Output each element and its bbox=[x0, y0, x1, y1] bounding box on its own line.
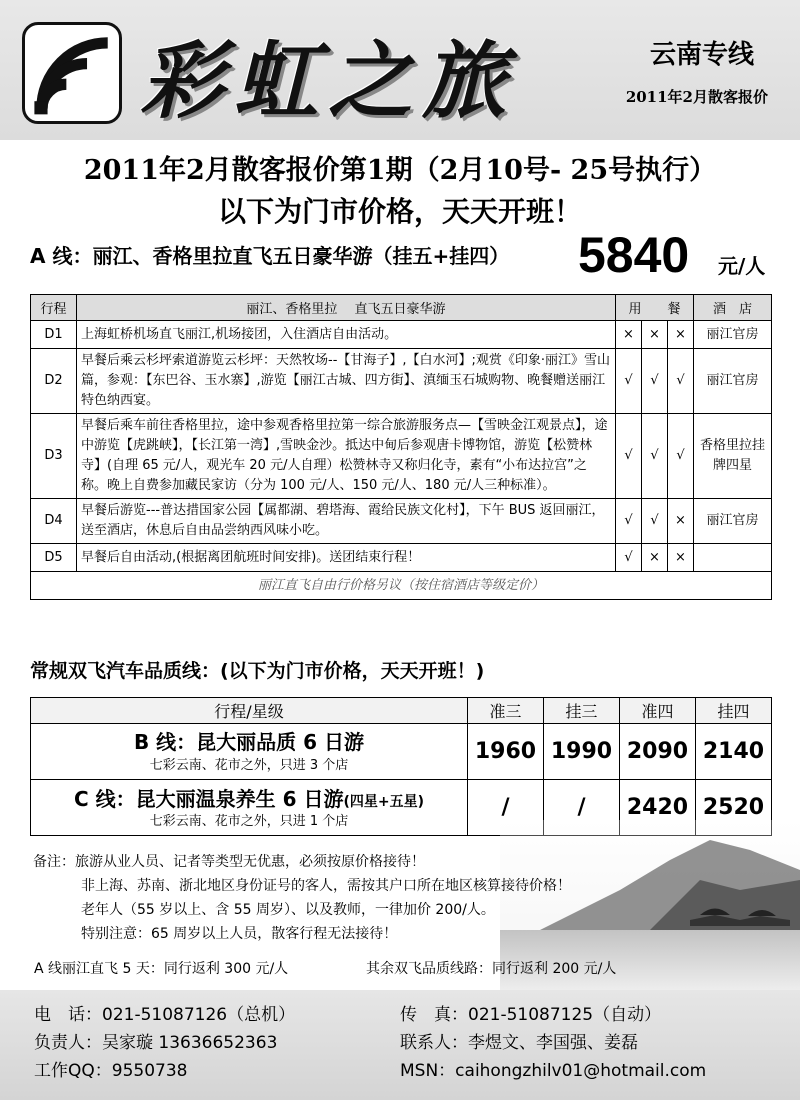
meal-cell: √ bbox=[616, 499, 642, 544]
table-row bbox=[31, 544, 772, 572]
notes-line1 bbox=[33, 850, 571, 874]
product-header-row bbox=[31, 698, 772, 724]
rainbow-logo-icon bbox=[22, 22, 122, 124]
headline-line2: 以下为门市价格，天天开班！ bbox=[217, 195, 582, 228]
desc-cell: 早餐后乘云杉坪索道游览云杉坪：天然牧场--【甘海子】,【白水河】;观赏《印象·丽江》雪山篇，参观：【东巴谷、玉水寨】,游览【丽江古城、四方街】、滇缅玉石城购物、晚餐赠送丽江特色纳西宴。 bbox=[77, 349, 616, 414]
meal-cell: √ bbox=[616, 544, 642, 572]
desc-cell: 上海虹桥机场直飞丽江,机场接团，入住酒店自由活动。 bbox=[77, 321, 616, 349]
product-name bbox=[31, 783, 467, 812]
price-cell: 1990 bbox=[544, 724, 620, 780]
price-cell: 2090 bbox=[620, 724, 696, 780]
col-std4: 准四 bbox=[620, 698, 696, 724]
table-row bbox=[31, 349, 772, 414]
meal-cell: × bbox=[668, 499, 694, 544]
table-row bbox=[31, 321, 772, 349]
brand-title: 彩虹之旅 bbox=[140, 31, 517, 130]
notes-text1: 旅游从业人员、记者等类型无优惠，必须按原价格接待！ bbox=[75, 854, 425, 870]
line-a-unit: 元/人 bbox=[718, 254, 766, 278]
meal-cell: × bbox=[668, 321, 694, 349]
price-cell: 1960 bbox=[468, 724, 544, 780]
price-cell: 2140 bbox=[696, 724, 772, 780]
meal-cell: √ bbox=[668, 349, 694, 414]
col-lic4: 挂四 bbox=[696, 698, 772, 724]
product-name-cell bbox=[31, 724, 468, 780]
meal-cell: × bbox=[616, 321, 642, 349]
product-name: B 线：昆大丽品质 6 日游 bbox=[133, 729, 365, 754]
contact-owner: 负责人：吴家璇 13636652363 bbox=[34, 1033, 278, 1053]
meal-cell: √ bbox=[616, 414, 642, 499]
desc-cell: 早餐后游览---普达措国家公园【属都湖、碧塔海、霞给民族文化村】，下午 BUS 返回丽江，送至酒店，休息后自由品尝纳西风味小吃。 bbox=[77, 499, 616, 544]
notes-line3: 老年人（55 岁以上、含 55 周岁）、以及教师，一律加价 200/人。 bbox=[81, 902, 495, 918]
product-name-extra: (四星+五星) bbox=[343, 794, 424, 810]
desc-cell: 早餐后自由活动,(根据离团航班时间安排)。送团结束行程！ bbox=[77, 544, 616, 572]
hotel-cell bbox=[694, 544, 772, 572]
hotel-cell: 香格里拉挂牌四星 bbox=[694, 414, 772, 499]
col-day: 行程 bbox=[31, 295, 77, 321]
section2-title: 常规双飞汽车品质线：(以下为门市价格，天天开班！) bbox=[30, 660, 485, 682]
meal-cell: × bbox=[642, 321, 668, 349]
day-cell: D5 bbox=[31, 544, 77, 572]
header-subtitle: 2011年2月散客报价 bbox=[625, 88, 768, 106]
col-meals: 用 餐 bbox=[616, 295, 694, 321]
line-a-title: A 线：丽江、香格里拉直飞五日豪华游（挂五+挂四） bbox=[30, 244, 510, 268]
meal-cell: × bbox=[668, 544, 694, 572]
meal-cell: √ bbox=[642, 414, 668, 499]
table-row bbox=[31, 414, 772, 499]
line-a-price: 5840 bbox=[578, 227, 690, 283]
rebate-a: A 线丽江直飞 5 天：同行返利 300 元/人 bbox=[34, 961, 289, 977]
product-name-cell bbox=[31, 780, 468, 836]
col-route: 行程/星级 bbox=[31, 698, 468, 724]
contact-qq: 工作QQ：9550738 bbox=[34, 1061, 188, 1081]
col-std3: 准三 bbox=[468, 698, 544, 724]
price-cell: / bbox=[468, 780, 544, 836]
rebate-other: 其余双飞品质线路：同行返利 200 元/人 bbox=[366, 961, 617, 977]
headline-line1: 2011年2月散客报价第1期（2月10号- 25号执行） bbox=[83, 155, 717, 186]
contact-footer bbox=[0, 990, 800, 1100]
product-name-text: C 线：昆大丽温泉养生 6 日游 bbox=[73, 787, 344, 811]
day-cell: D3 bbox=[31, 414, 77, 499]
notes-label: 备注： bbox=[33, 854, 75, 870]
meal-cell: × bbox=[642, 544, 668, 572]
itinerary-note-row bbox=[31, 572, 772, 600]
col-lic3: 挂三 bbox=[544, 698, 620, 724]
route-tag: 云南专线 bbox=[649, 40, 754, 70]
meal-cell: √ bbox=[616, 349, 642, 414]
day-cell: D2 bbox=[31, 349, 77, 414]
header bbox=[0, 0, 800, 140]
hotel-cell: 丽江官房 bbox=[694, 349, 772, 414]
desc-cell: 早餐后乘车前往香格里拉，途中参观香格里拉第一综合旅游服务点—【雪映金江观景点】，途中游览【虎跳峡】，【长江第一湾】,雪映金沙。抵达中甸后参观唐卡博物馆，游览【松赞林寺】(自理 65 元/人，观光车 20 元/人自理）松赞林寺又称归化寺，素有“小布达拉宫”之称。晚上自费参加藏民家访（分为 100 元/人、150 元/人、180 元/人三种标准）。 bbox=[77, 414, 616, 499]
meal-cell: √ bbox=[668, 414, 694, 499]
table-row bbox=[31, 499, 772, 544]
itinerary-header-row bbox=[31, 295, 772, 321]
hotel-cell: 丽江官房 bbox=[694, 321, 772, 349]
contact-tel: 电 话：021-51087126（总机） bbox=[34, 1005, 296, 1025]
product-table bbox=[30, 697, 772, 836]
notes-block bbox=[33, 850, 571, 946]
contact-people: 联系人：李煜文、李国强、姜磊 bbox=[400, 1033, 638, 1053]
price-cell: 2420 bbox=[620, 780, 696, 836]
meal-cell: √ bbox=[642, 349, 668, 414]
product-sub: 七彩云南、花市之外，只进 1 个店 bbox=[149, 814, 349, 829]
itinerary-table bbox=[30, 294, 772, 600]
day-cell: D4 bbox=[31, 499, 77, 544]
contact-fax: 传 真：021-51087125（自动） bbox=[400, 1005, 662, 1025]
col-desc: 丽江、香格里拉 直飞五日豪华游 bbox=[77, 295, 616, 321]
col-hotel: 酒 店 bbox=[694, 295, 772, 321]
contact-msn: MSN：caihongzhilv01@hotmail.com bbox=[400, 1061, 707, 1081]
day-cell: D1 bbox=[31, 321, 77, 349]
price-cell: 2520 bbox=[696, 780, 772, 836]
meal-cell: √ bbox=[642, 499, 668, 544]
notes-line4: 特别注意：65 周岁以上人员，散客行程无法接待！ bbox=[81, 926, 398, 942]
hotel-cell: 丽江官房 bbox=[694, 499, 772, 544]
product-sub: 七彩云南、花市之外，只进 3 个店 bbox=[149, 757, 349, 773]
notes-line2: 非上海、苏南、浙北地区身份证号的客人，需按其户口所在地区核算接待价格！ bbox=[81, 878, 571, 894]
price-cell: / bbox=[544, 780, 620, 836]
itinerary-note: 丽江直飞自由行价格另议（按住宿酒店等级定价） bbox=[31, 572, 772, 600]
table-row bbox=[31, 724, 772, 780]
